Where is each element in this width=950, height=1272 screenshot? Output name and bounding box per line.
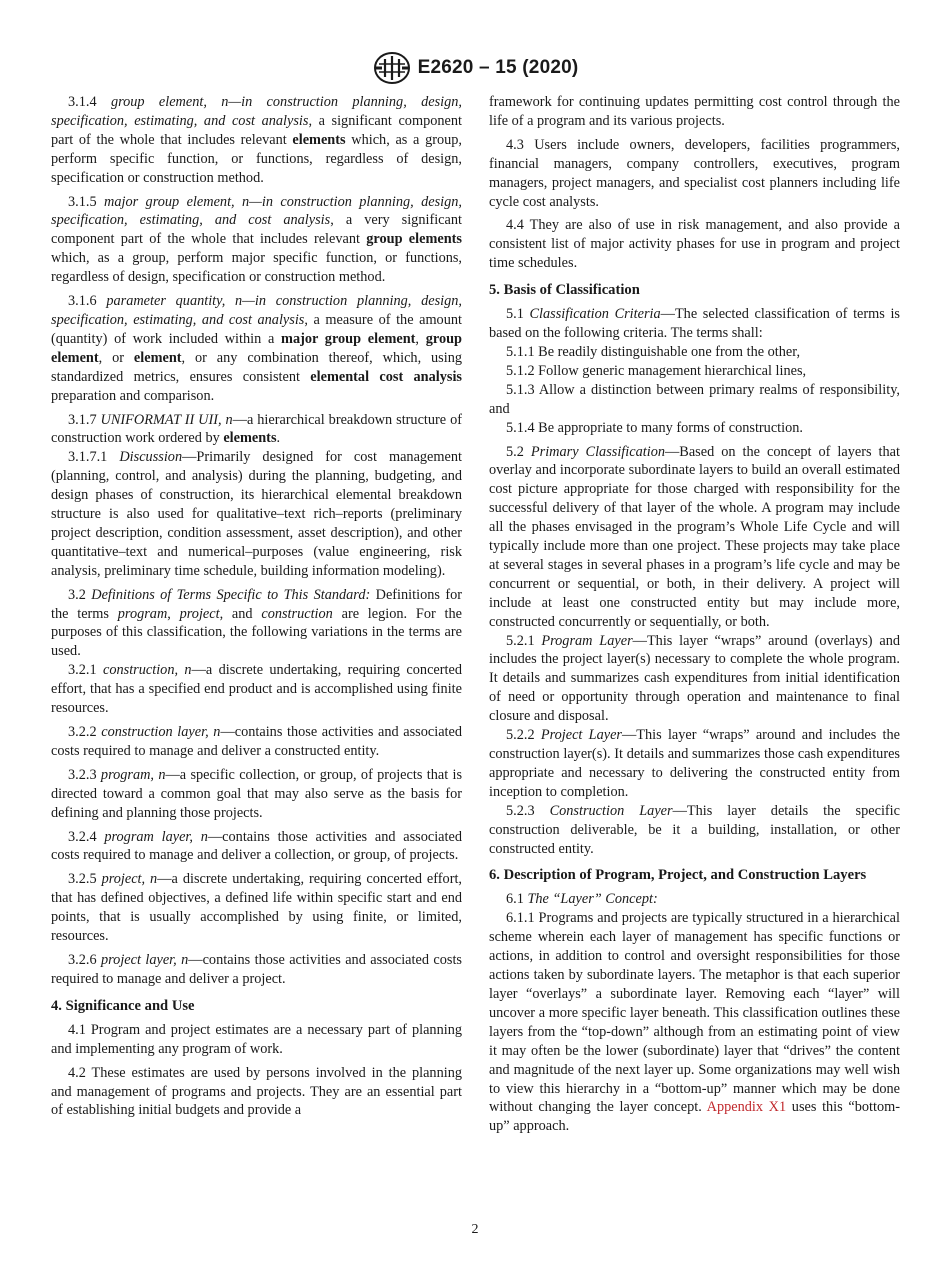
- para-5-2-2: 5.2.2 Project Layer—This layer “wraps” around and includes the construction layer(s). It details and summarizes those cash expenditures appropriate and necessary to delivering the constructed entity from inception to completion.: [489, 727, 901, 800]
- para-3-2-2: 3.2.2 construction layer, n—contains those activities and associated costs required to manage and deliver a constructed entity.: [51, 724, 463, 759]
- appendix-x1-link[interactable]: Appendix X1: [706, 1099, 787, 1116]
- para-5-1-3: 5.1.3 Allow a distinction between primary realms of responsibility, and: [489, 381, 900, 417]
- para-4-1: 4.1 Program and project estimates are a necessary part of planning and implementing any program of work.: [51, 1021, 462, 1057]
- para-5-2: 5.2 Primary Classification—Based on the concept of layers that overlay and incorporate subordinate layers to build an overall estimated cost picture appropriate for those charged with responsibility for the successful delivery of that layer of the whole. A program may include all the phases envisaged in the program’s Whole Life Cycle and will typically include more than one project. These projects may take place at several stages in several phases in a program’s life cycle and may be concurrent or sequential, or both, in their delivery. A project will include at least one constructed entity but may include more, constructed concurrently or sequentially, or both.: [489, 443, 900, 630]
- para-5-1: 5.1 Classification Criteria—The selected classification of terms is based on the following criteria. The terms shall:: [489, 306, 900, 342]
- section-6-heading: 6. Description of Program, Project, and Construction Layers: [489, 867, 867, 884]
- page-number: 2: [471, 1222, 479, 1237]
- para-4-2-continued: framework for continuing updates permitting cost control through the life of a program and its various projects.: [489, 94, 900, 129]
- para-3-1-4: 3.1.4 group element, n—in construction planning, design, specification, estimating, and cost analysis, a significant component part of the whole that includes relevant elements which, as a group, perform specific function, or functions, regardless of design, specification or construction method.: [51, 94, 463, 186]
- right-column: [489, 93, 900, 1141]
- para-4-4: 4.4 They are also of use in risk management, and also provide a consistent list of major activity phases for use in program and project time schedules.: [489, 217, 900, 272]
- para-3-1-5: 3.1.5 major group element, n—in construction planning, design, specification, estimating, and cost analysis, a very significant component part of the whole that includes relevant group elements which, as a group, perform major specific function, or functions, regardless of design, specification or construction method.: [51, 193, 462, 286]
- para-3-2-3: 3.2.3 program, n—a specific collection, or group, of projects that is directed toward a common goal that may also serve as the basis for defining and planning those projects.: [51, 766, 463, 821]
- section-5-heading: 5. Basis of Classification: [489, 282, 640, 299]
- page-header: [0, 50, 950, 86]
- para-3-1-7-1: 3.1.7.1 Discussion—Primarily designed for cost management (planning, control, and analysis) during the planning, budgeting, and design phases of construction, its hierarchical elemental breakdown structure is also used for qualitative–text rich–reports (preliminary project description, condition assessment, asset description), and other quantitative–text and numerical–purposes (value engineering, risk analysis, preliminary time schedule, building information modeling).: [51, 449, 462, 579]
- standard-designation: E2620 – 15 (2020): [417, 57, 579, 78]
- para-5-2-3: 5.2.3 Construction Layer—This layer details the specific construction deliverable, be it a building, installation, or other constructed entity.: [489, 802, 900, 857]
- left-column: [51, 93, 462, 1125]
- para-5-1-1: 5.1.1 Be readily distinguishable one from the other,: [506, 343, 801, 360]
- para-4-3: 4.3 Users include owners, developers, facilities programmers, financial managers, company controllers, executives, program managers, project managers, and specialist cost planners including life cycle cost analysts.: [489, 136, 900, 210]
- para-3-2-6: 3.2.6 project layer, n—contains those activities and associated costs required to manage and deliver a project.: [51, 951, 462, 987]
- para-4-2: 4.2 These estimates are used by persons involved in the planning and management of programs and projects. They are an essential part of establishing initial budgets and provide a: [51, 1064, 462, 1119]
- para-3-2-1: 3.2.1 construction, n—a discrete undertaking, requiring concerted effort, that has a specified end product and is accomplished using finite resources.: [51, 662, 462, 717]
- para-6-1-1: 6.1.1 Programs and projects are typically structured in a hierarchical scheme wherein each layer of management has specific functions or actions, in addition to control and oversight responsibilities for those actions taken by subordinate layers. The metaphor is that each superior layer “overlays” a subordinate layer. Removing each “layer” will uncover a more specific layer beneath. This classification outlines these layers from the “top-down” although from an estimating point of view it may often be the lower (subordinate) layer that “drives” the content and magnitude of the next layer up. Some organizations may well wish to view this hierarchy in a “bottom-up” manner which may be done without changing the layer concept. Appendix X1 uses this “bottom-up” approach.: [489, 910, 900, 1135]
- astm-logo-icon: [372, 51, 412, 85]
- para-5-2-1: 5.2.1 Program Layer—This layer “wraps” around (overlays) and includes the project layer(s) necessary to complete the whole program. It details and summarizes cash expenditures from initial identification of need or opportunity through operation and maintenance to final closure and disposal.: [489, 632, 901, 725]
- section-4-heading: 4. Significance and Use: [51, 997, 195, 1014]
- para-6-1: 6.1 The “Layer” Concept:: [506, 891, 658, 908]
- para-3-2-4: 3.2.4 program layer, n—contains those activities and associated costs required to manage and deliver a collection, or group, of projects.: [51, 828, 462, 864]
- para-5-1-4: 5.1.4 Be appropriate to many forms of construction.: [506, 419, 803, 436]
- para-3-2-5: 3.2.5 project, n—a discrete undertaking, requiring concerted effort, that has defined objectives, a defined life within specific start and end points, that is usually accomplished by using finite, or limited, resources.: [51, 871, 462, 945]
- para-3-1-7: 3.1.7 UNIFORMAT II UII, n—a hierarchical breakdown structure of construction work ordered by elements.: [51, 411, 462, 447]
- para-3-1-6: 3.1.6 parameter quantity, n—in construction planning, design, specification, estimating, and cost analysis, a measure of the amount (quantity) of work included within a major group element, group element, or element, or any combination thereof, which, using standardized metrics, ensures consistent elemental cost analysis preparation and comparison.: [51, 293, 463, 404]
- para-3-2: 3.2 Definitions of Terms Specific to This Standard: Definitions for the terms program, project, and construction are legion. For the purposes of this classification, the following variations in the terms are used.: [51, 586, 462, 660]
- para-5-1-2: 5.1.2 Follow generic management hierarchical lines,: [506, 362, 807, 379]
